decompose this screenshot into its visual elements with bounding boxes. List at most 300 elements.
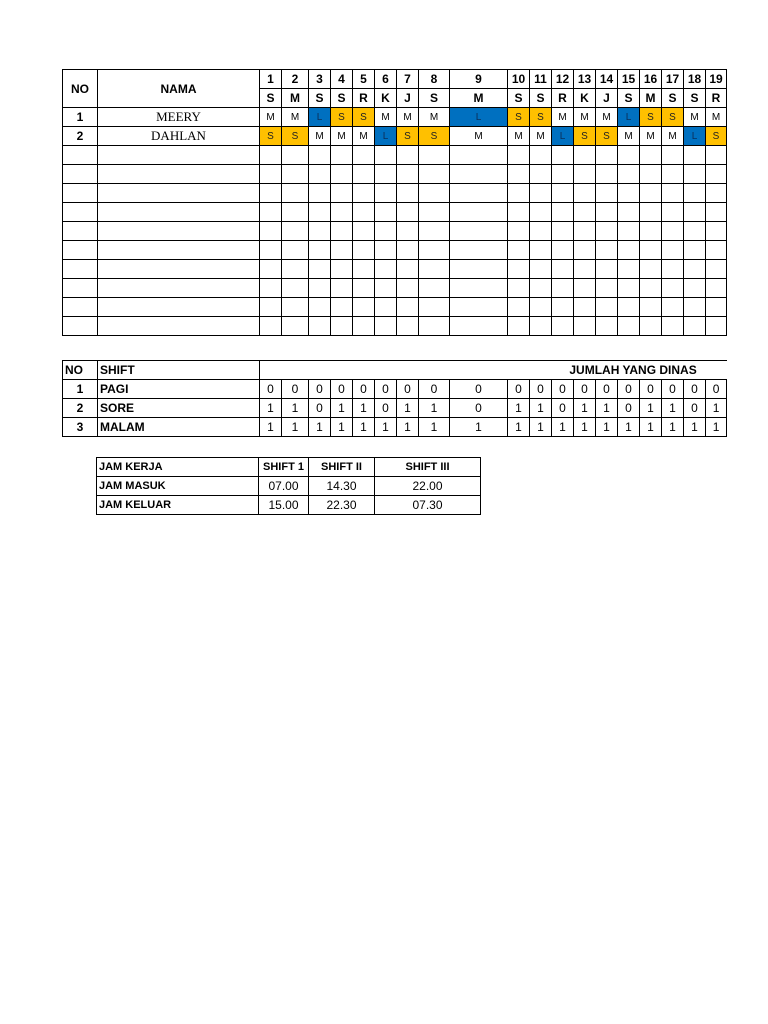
day-number: 4 xyxy=(331,70,353,89)
shift-cell: M xyxy=(508,127,530,146)
shift-cell: M xyxy=(706,108,727,127)
empty-cell xyxy=(618,222,640,241)
hours-header: SHIFT 1 xyxy=(259,458,309,477)
day-number: 8 xyxy=(419,70,450,89)
empty-cell xyxy=(618,241,640,260)
empty-cell xyxy=(450,165,508,184)
empty-cell xyxy=(331,184,353,203)
hours-header-row xyxy=(97,458,481,477)
empty-cell xyxy=(260,317,282,336)
summary-count: 1 xyxy=(530,418,552,437)
summary-count: 1 xyxy=(596,399,618,418)
empty-cell xyxy=(375,222,397,241)
empty-row xyxy=(63,203,727,222)
empty-cell xyxy=(618,317,640,336)
empty-cell xyxy=(552,317,574,336)
empty-cell xyxy=(282,317,309,336)
hours-time: 22.00 xyxy=(375,477,481,496)
empty-cell xyxy=(419,241,450,260)
summary-count: 0 xyxy=(353,380,375,399)
summary-count: 0 xyxy=(309,380,331,399)
empty-cell xyxy=(63,241,98,260)
empty-cell xyxy=(419,165,450,184)
empty-cell xyxy=(662,165,684,184)
empty-cell xyxy=(684,146,706,165)
summary-count: 0 xyxy=(375,380,397,399)
day-number: 16 xyxy=(640,70,662,89)
empty-row xyxy=(63,241,727,260)
shift-cell: S xyxy=(282,127,309,146)
empty-cell xyxy=(375,317,397,336)
empty-cell xyxy=(63,165,98,184)
empty-cell xyxy=(706,298,727,317)
hours-time: 07.00 xyxy=(259,477,309,496)
empty-cell xyxy=(309,317,331,336)
summary-count: 1 xyxy=(375,418,397,437)
empty-cell xyxy=(309,222,331,241)
empty-cell xyxy=(596,298,618,317)
empty-cell xyxy=(552,165,574,184)
empty-cell xyxy=(684,165,706,184)
employee-name: DAHLAN xyxy=(98,127,260,146)
empty-cell xyxy=(596,203,618,222)
empty-cell xyxy=(574,184,596,203)
empty-cell xyxy=(353,146,375,165)
weekday-letter: K xyxy=(574,89,596,108)
empty-cell xyxy=(552,241,574,260)
day-number: 5 xyxy=(353,70,375,89)
empty-cell xyxy=(309,203,331,222)
empty-cell xyxy=(375,146,397,165)
weekday-letter: S xyxy=(662,89,684,108)
empty-cell xyxy=(309,241,331,260)
empty-cell xyxy=(450,317,508,336)
empty-cell xyxy=(662,317,684,336)
empty-cell xyxy=(530,279,552,298)
empty-cell xyxy=(508,260,530,279)
shift-cell: M xyxy=(419,108,450,127)
shift-cell: M xyxy=(331,127,353,146)
summary-count: 1 xyxy=(331,418,353,437)
summary-count: 1 xyxy=(706,399,727,418)
empty-cell xyxy=(397,184,419,203)
weekday-letter: S xyxy=(419,89,450,108)
shift-schedule-table xyxy=(62,69,727,336)
summary-count: 0 xyxy=(640,380,662,399)
empty-row xyxy=(63,222,727,241)
empty-cell xyxy=(450,241,508,260)
empty-cell xyxy=(353,222,375,241)
empty-cell xyxy=(331,165,353,184)
empty-cell xyxy=(98,298,260,317)
empty-cell xyxy=(98,146,260,165)
empty-cell xyxy=(552,184,574,203)
empty-cell xyxy=(260,298,282,317)
empty-cell xyxy=(684,241,706,260)
empty-cell xyxy=(574,165,596,184)
empty-cell xyxy=(331,203,353,222)
empty-cell xyxy=(353,260,375,279)
empty-cell xyxy=(596,279,618,298)
empty-cell xyxy=(684,222,706,241)
shift-cell: S xyxy=(640,108,662,127)
empty-cell xyxy=(375,203,397,222)
summary-shift-label: SORE xyxy=(98,399,260,418)
hours-header: JAM KERJA xyxy=(97,458,259,477)
empty-cell xyxy=(63,260,98,279)
empty-cell xyxy=(375,298,397,317)
employee-no: 1 xyxy=(63,108,98,127)
summary-count: 0 xyxy=(552,399,574,418)
weekday-letter: K xyxy=(375,89,397,108)
empty-cell xyxy=(397,260,419,279)
weekday-letter: R xyxy=(552,89,574,108)
empty-cell xyxy=(706,203,727,222)
empty-cell xyxy=(282,165,309,184)
hours-row xyxy=(97,477,481,496)
day-number: 1 xyxy=(260,70,282,89)
empty-cell xyxy=(530,146,552,165)
summary-count: 0 xyxy=(706,380,727,399)
summary-count: 0 xyxy=(397,380,419,399)
empty-cell xyxy=(596,260,618,279)
summary-count: 1 xyxy=(450,418,508,437)
empty-cell xyxy=(419,222,450,241)
shift-cell: S xyxy=(530,108,552,127)
empty-cell xyxy=(353,298,375,317)
empty-cell xyxy=(331,146,353,165)
empty-cell xyxy=(640,241,662,260)
header-row-days xyxy=(63,70,727,89)
shift-cell: S xyxy=(596,127,618,146)
day-number: 7 xyxy=(397,70,419,89)
col-header-name: NAMA xyxy=(98,70,260,108)
shift-cell: L xyxy=(450,108,508,127)
empty-row xyxy=(63,260,727,279)
empty-cell xyxy=(331,298,353,317)
empty-cell xyxy=(63,298,98,317)
empty-cell xyxy=(260,165,282,184)
empty-cell xyxy=(640,298,662,317)
empty-cell xyxy=(640,203,662,222)
summary-count: 1 xyxy=(282,418,309,437)
empty-cell xyxy=(282,260,309,279)
summary-row xyxy=(63,380,727,399)
empty-cell xyxy=(353,241,375,260)
empty-cell xyxy=(98,241,260,260)
weekday-letter: M xyxy=(450,89,508,108)
empty-cell xyxy=(353,203,375,222)
empty-cell xyxy=(397,165,419,184)
summary-row xyxy=(63,399,727,418)
summary-count: 0 xyxy=(684,399,706,418)
empty-cell xyxy=(419,298,450,317)
empty-cell xyxy=(618,203,640,222)
empty-cell xyxy=(596,222,618,241)
day-number: 14 xyxy=(596,70,618,89)
shift-cell: M xyxy=(260,108,282,127)
empty-cell xyxy=(260,146,282,165)
empty-cell xyxy=(552,146,574,165)
empty-cell xyxy=(309,184,331,203)
hours-header: SHIFT III xyxy=(375,458,481,477)
summary-count: 1 xyxy=(596,418,618,437)
empty-cell xyxy=(508,203,530,222)
empty-row xyxy=(63,165,727,184)
empty-cell xyxy=(508,241,530,260)
summary-count: 1 xyxy=(530,399,552,418)
empty-cell xyxy=(618,260,640,279)
summary-count: 1 xyxy=(397,418,419,437)
employee-row xyxy=(63,108,727,127)
hours-time: 07.30 xyxy=(375,496,481,515)
empty-cell xyxy=(260,279,282,298)
summary-count: 0 xyxy=(618,380,640,399)
weekday-letter: S xyxy=(508,89,530,108)
hours-label: JAM MASUK xyxy=(97,477,259,496)
shift-cell: L xyxy=(618,108,640,127)
empty-row xyxy=(63,298,727,317)
empty-cell xyxy=(63,146,98,165)
empty-cell xyxy=(662,279,684,298)
summary-count: 1 xyxy=(640,399,662,418)
empty-cell xyxy=(309,165,331,184)
empty-cell xyxy=(530,203,552,222)
summary-count: 1 xyxy=(574,418,596,437)
empty-cell xyxy=(508,298,530,317)
summary-no: 1 xyxy=(63,380,98,399)
empty-cell xyxy=(508,279,530,298)
empty-cell xyxy=(450,203,508,222)
summary-count: 0 xyxy=(450,380,508,399)
shift-cell: M xyxy=(375,108,397,127)
empty-cell xyxy=(618,279,640,298)
empty-row xyxy=(63,279,727,298)
empty-cell xyxy=(596,241,618,260)
employee-row xyxy=(63,127,727,146)
empty-cell xyxy=(375,260,397,279)
shift-cell: M xyxy=(353,127,375,146)
empty-cell xyxy=(282,184,309,203)
weekday-letter: R xyxy=(353,89,375,108)
day-number: 6 xyxy=(375,70,397,89)
empty-cell xyxy=(397,146,419,165)
empty-cell xyxy=(706,241,727,260)
empty-cell xyxy=(98,203,260,222)
summary-count: 0 xyxy=(618,399,640,418)
summary-count: 1 xyxy=(574,399,596,418)
summary-count: 1 xyxy=(662,418,684,437)
empty-cell xyxy=(282,222,309,241)
summary-count: 1 xyxy=(260,418,282,437)
empty-cell xyxy=(397,279,419,298)
empty-cell xyxy=(706,165,727,184)
col-header-shift: SHIFT xyxy=(98,361,260,380)
shift-cell: M xyxy=(684,108,706,127)
empty-cell xyxy=(63,184,98,203)
summary-count: 1 xyxy=(508,399,530,418)
empty-cell xyxy=(618,146,640,165)
summary-count: 1 xyxy=(419,418,450,437)
summary-count: 1 xyxy=(706,418,727,437)
empty-cell xyxy=(331,241,353,260)
day-number: 15 xyxy=(618,70,640,89)
empty-cell xyxy=(98,165,260,184)
working-hours-table xyxy=(96,457,481,515)
weekday-letter: M xyxy=(640,89,662,108)
weekday-letter: J xyxy=(397,89,419,108)
summary-count: 1 xyxy=(353,418,375,437)
empty-cell xyxy=(419,317,450,336)
empty-cell xyxy=(282,298,309,317)
empty-cell xyxy=(375,184,397,203)
summary-count: 0 xyxy=(282,380,309,399)
empty-cell xyxy=(640,184,662,203)
day-number: 13 xyxy=(574,70,596,89)
hours-header: SHIFT II xyxy=(309,458,375,477)
summary-count: 1 xyxy=(684,418,706,437)
col-header-no: NO xyxy=(63,70,98,108)
employee-name: MEERY xyxy=(98,108,260,127)
weekday-letter: J xyxy=(596,89,618,108)
weekday-letter: R xyxy=(706,89,727,108)
empty-cell xyxy=(353,165,375,184)
shift-cell: M xyxy=(574,108,596,127)
empty-cell xyxy=(640,317,662,336)
empty-cell xyxy=(552,279,574,298)
hours-time: 15.00 xyxy=(259,496,309,515)
empty-cell xyxy=(282,279,309,298)
shift-cell: M xyxy=(662,127,684,146)
summary-count: 0 xyxy=(309,399,331,418)
summary-shift-label: MALAM xyxy=(98,418,260,437)
summary-shift-label: PAGI xyxy=(98,380,260,399)
empty-cell xyxy=(640,279,662,298)
empty-cell xyxy=(530,241,552,260)
shift-cell: L xyxy=(684,127,706,146)
empty-row xyxy=(63,317,727,336)
empty-cell xyxy=(397,298,419,317)
empty-cell xyxy=(640,146,662,165)
shift-cell: M xyxy=(397,108,419,127)
empty-cell xyxy=(450,222,508,241)
empty-cell xyxy=(662,146,684,165)
empty-cell xyxy=(552,260,574,279)
empty-cell xyxy=(63,222,98,241)
summary-count: 1 xyxy=(662,399,684,418)
empty-cell xyxy=(282,241,309,260)
empty-cell xyxy=(63,279,98,298)
shift-cell: S xyxy=(574,127,596,146)
empty-cell xyxy=(63,317,98,336)
shift-cell: L xyxy=(552,127,574,146)
empty-cell xyxy=(574,203,596,222)
summary-count: 1 xyxy=(419,399,450,418)
summary-count: 0 xyxy=(530,380,552,399)
empty-cell xyxy=(331,317,353,336)
empty-cell xyxy=(706,279,727,298)
weekday-letter: S xyxy=(530,89,552,108)
day-number: 19 xyxy=(706,70,727,89)
empty-cell xyxy=(309,279,331,298)
summary-count: 0 xyxy=(662,380,684,399)
empty-cell xyxy=(508,222,530,241)
shift-cell: M xyxy=(282,108,309,127)
shift-cell: S xyxy=(508,108,530,127)
empty-cell xyxy=(684,298,706,317)
weekday-letter: S xyxy=(684,89,706,108)
empty-cell xyxy=(98,279,260,298)
day-number: 11 xyxy=(530,70,552,89)
summary-count: 0 xyxy=(419,380,450,399)
shift-cell: L xyxy=(309,108,331,127)
empty-cell xyxy=(98,260,260,279)
empty-cell xyxy=(640,260,662,279)
summary-count: 0 xyxy=(331,380,353,399)
empty-cell xyxy=(375,165,397,184)
day-number: 3 xyxy=(309,70,331,89)
empty-cell xyxy=(706,184,727,203)
employee-no: 2 xyxy=(63,127,98,146)
empty-cell xyxy=(309,260,331,279)
day-number: 17 xyxy=(662,70,684,89)
empty-cell xyxy=(530,165,552,184)
summary-count: 1 xyxy=(618,418,640,437)
summary-count: 0 xyxy=(375,399,397,418)
empty-cell xyxy=(508,165,530,184)
shift-cell: S xyxy=(419,127,450,146)
summary-count: 1 xyxy=(331,399,353,418)
weekday-letter: M xyxy=(282,89,309,108)
col-header-no: NO xyxy=(63,361,98,380)
empty-cell xyxy=(450,146,508,165)
shift-cell: S xyxy=(397,127,419,146)
day-number: 18 xyxy=(684,70,706,89)
shift-cell: M xyxy=(552,108,574,127)
empty-cell xyxy=(530,184,552,203)
empty-cell xyxy=(508,184,530,203)
empty-cell xyxy=(706,317,727,336)
empty-cell xyxy=(450,279,508,298)
summary-count: 1 xyxy=(397,399,419,418)
empty-row xyxy=(63,184,727,203)
empty-cell xyxy=(574,279,596,298)
empty-cell xyxy=(684,203,706,222)
summary-count: 1 xyxy=(353,399,375,418)
empty-cell xyxy=(282,203,309,222)
summary-count: 1 xyxy=(552,418,574,437)
empty-cell xyxy=(684,184,706,203)
shift-cell: M xyxy=(618,127,640,146)
empty-cell xyxy=(530,298,552,317)
empty-cell xyxy=(260,222,282,241)
empty-cell xyxy=(706,222,727,241)
summary-count: 1 xyxy=(260,399,282,418)
empty-cell xyxy=(419,279,450,298)
empty-cell xyxy=(662,241,684,260)
empty-cell xyxy=(706,260,727,279)
empty-cell xyxy=(260,184,282,203)
summary-count: 1 xyxy=(640,418,662,437)
empty-cell xyxy=(450,260,508,279)
empty-cell xyxy=(419,184,450,203)
summary-count: 0 xyxy=(596,380,618,399)
shift-cell: S xyxy=(353,108,375,127)
empty-cell xyxy=(309,146,331,165)
empty-cell xyxy=(618,165,640,184)
empty-cell xyxy=(662,298,684,317)
duty-count-table xyxy=(62,360,727,437)
